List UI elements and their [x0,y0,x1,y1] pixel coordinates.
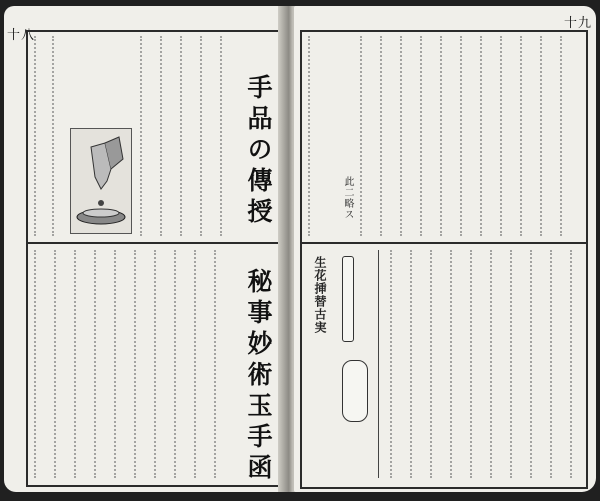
text-column [530,250,537,478]
text-column [480,36,487,236]
text-column [114,250,121,478]
text-column [34,250,41,478]
text-column [550,250,557,478]
text-column [52,36,59,236]
text-column [570,250,577,478]
text-column [400,36,407,236]
text-column [160,36,167,236]
text-column [520,36,527,236]
text-column [200,36,207,236]
text-column [94,250,101,478]
text-column [500,36,507,236]
text-column [420,36,427,236]
text-column [540,36,547,236]
left-page-divider [26,242,290,244]
text-column [214,250,221,478]
left-page-number: 十八 [7,28,36,43]
tube-section-title: 生花挿替古実 [313,256,327,334]
text-column [154,250,161,478]
text-column [54,250,61,478]
text-column [34,36,41,236]
text-column [220,36,227,236]
flower-tube-illustration [342,256,354,342]
text-column [140,36,147,236]
text-column [490,250,497,478]
right-page-divider [300,242,586,244]
text-column [134,250,141,478]
text-column [74,250,81,478]
right-page-number: 十九 [564,16,593,31]
text-column [450,250,457,478]
left-page [4,6,290,492]
text-column [430,250,437,478]
text-column [560,36,567,236]
text-column [510,250,517,478]
left-top-section-title: 手品の傳授 [244,74,273,229]
text-column [174,250,181,478]
text-column [180,36,187,236]
vase-tube-illustration [342,360,368,422]
left-bottom-section-title: 秘事妙術玉手函 [244,268,273,485]
text-column [360,36,367,236]
right-page [294,6,596,492]
text-column [194,250,201,478]
text-column [380,36,387,236]
column-rule [378,250,379,478]
text-column [460,36,467,236]
text-column [308,36,315,236]
hand-and-coin-dish-illustration [70,128,132,234]
inline-note: 此二略ス [342,176,353,220]
text-column [410,250,417,478]
text-column [440,36,447,236]
text-column [390,250,397,478]
text-column [470,250,477,478]
